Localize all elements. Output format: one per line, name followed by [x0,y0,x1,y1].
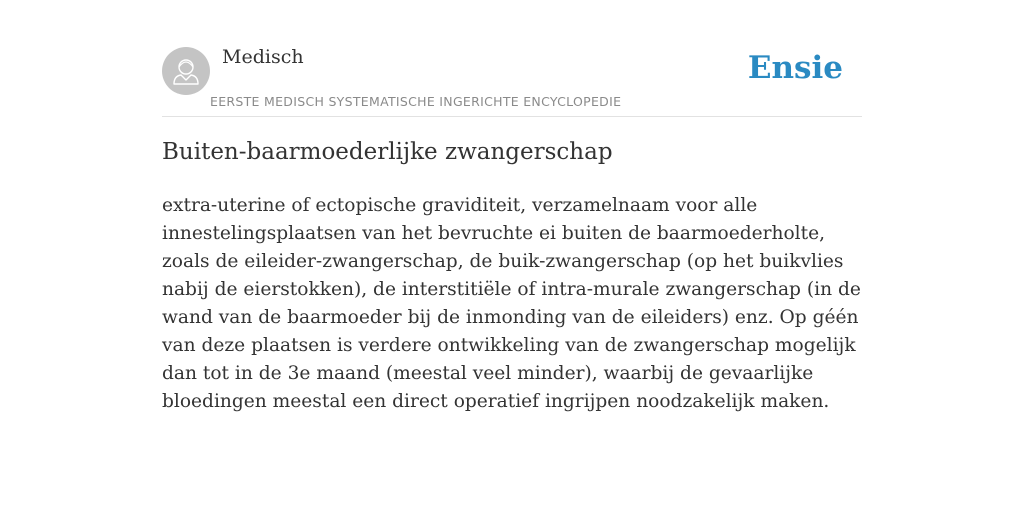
source-name[interactable]: Medisch [222,46,304,68]
article-title: Buiten-baarmoederlijke zwangerschap [162,139,613,165]
avatar[interactable] [162,47,210,95]
brand-logo[interactable]: Ensie [747,50,843,86]
user-icon [162,47,210,95]
article-body: extra-uterine of ectopische graviditeit, verzamelnaam voor alle innestelingsplaatsen van het bevruchte ei buiten de baarmoederholte, zoals de eileider-zwangerschap, de buik-zwangerschap (op het buikvlies nabij de eierstokken), de interstitiële of intra-murale zwangerschap (in de wand van de baarmoeder bij de inmonding van de eileiders) enz. Op géén van deze plaatsen is verdere ontwikkeling van de zwangerschap mogelijk dan tot in de 3e maand (meestal veel minder), waarbij de gevaarlijke bloedingen meestal een direct operatief ingrijpen noodzakelijk maken. [162,195,861,412]
source-header [162,44,862,117]
source-subtitle: EERSTE MEDISCH SYSTEMATISCHE INGERICHTE ENCYCLOPEDIE [210,94,622,109]
